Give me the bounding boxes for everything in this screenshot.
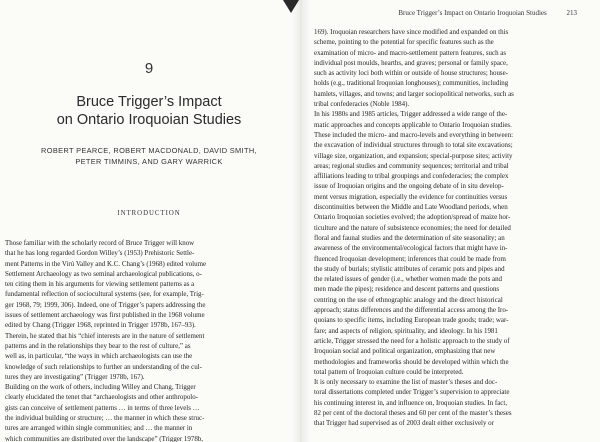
authors-line-1: ROBERT PEARCE, ROBERT MACDONALD, DAVID SMITH, (41, 146, 257, 155)
text-line: article, Trigger stressed the need for a holistic approach to the study of (314, 336, 510, 345)
text-line: ger 1968, 79; 1999, 306). Indeed, one of Trigger’s papers addressing the (5, 300, 206, 309)
text-line: affiliations leading to tribal groupings and confederacies; the complex (314, 172, 509, 181)
text-line: hamlets, villages, and towns; and larger sociopolitical networks, such as (314, 89, 514, 98)
chapter-title-line-2: on Ontario Iroquoian Studies (56, 112, 242, 128)
text-line: scheme, pointing to the potential for specific features such as the (314, 38, 494, 47)
text-line: fundamental reflection of sociocultural systems (see, for example, Trig- (5, 290, 204, 299)
text-line: that he has long regarded Gordon Willey’s (1953) Prehistoric Settle- (5, 249, 195, 258)
text-line: such as activity loci both within or outside of house structures; house- (314, 69, 509, 78)
text-line: holds (e.g., traditional Iroquoian longhouses); communities, including (314, 79, 509, 88)
text-line: his continuing interest in, and influence on, Iroquoian studies. In fact, (314, 398, 508, 407)
text-line: ment versus migration, especially the evidence for continuities versus (314, 192, 508, 201)
text-line: the individual building or structure; … the manner in which these struc- (5, 414, 205, 423)
text-line: the related issues of gender (i.e., whether women made the pots and (314, 275, 503, 284)
running-head-title: Bruce Trigger’s Impact on Ontario Iroquoian Studies (398, 9, 547, 17)
section-heading: INTRODUCTION (117, 210, 181, 217)
left-body-text (5, 238, 291, 442)
right-page (302, 0, 600, 442)
text-line: quoians to specific items, including European trade goods; trade; war- (314, 316, 509, 325)
text-line: edited by Chang (Trigger 1968, reprinted in Trigger 1978b, 167–93). (5, 321, 196, 330)
text-line: floral and faunal studies and the determination of site seasonality; an (314, 233, 505, 242)
text-line: centring on the use of ethnographic analogy and the direct historical (314, 295, 503, 304)
text-line: tribal confederacies (Noble 1984). (314, 100, 410, 109)
text-line: areas; regional studies and community sequences; territorial and tribal (314, 161, 509, 170)
text-line: clearly elucidated the tenet that “archaeologists and other anthropolo- (5, 393, 199, 402)
chapter-title-line-1: Bruce Trigger’s Impact (76, 94, 222, 110)
chapter-title (0, 93, 298, 129)
right-body-text (314, 27, 598, 429)
text-line: 82 per cent of the doctoral theses and 60 per cent of the master’s theses (314, 408, 512, 417)
text-line: methodologies and frameworks should be developed within which the (314, 357, 509, 366)
text-line: the excavation of individual structures through to total site excavations; (314, 141, 513, 150)
text-line: well as, in particular, “the ways in which archaeologists can use the (5, 352, 193, 361)
text-line: which communities are distributed over the landscape” (Trigger 1978b, (5, 434, 203, 442)
chapter-authors (0, 145, 298, 167)
text-line: issues of settlement archaeology was first published in the 1968 volume (5, 311, 205, 320)
text-line: Those familiar with the scholarly record of Bruce Trigger will know (5, 239, 195, 247)
text-line: fare; and aspects of religion, spirituality, and ideology. In his 1981 (314, 326, 498, 335)
text-line: gists can conceive of settlement patterns … in terms of three levels … (5, 403, 200, 412)
text-line: toral dissertations completed under Trigger’s supervision to appreciate (314, 388, 510, 397)
text-line: issue of Iroquoian origins and the ongoing debate of in situ develop- (314, 182, 504, 191)
text-line: ticulture and the nature of subsistence economies; the need for detailed (314, 223, 511, 232)
text-line: that Trigger had supervised as of 2003 dealt either exclusively or (314, 419, 494, 428)
authors-line-2: PETER TIMMINS, AND GARY WARRICK (75, 157, 223, 166)
text-line: ment Patterns in the Virú Valley and K.C. Chang’s (1968) edited volume (5, 259, 207, 268)
text-line: matic approaches and concepts applicable to Ontario Iroquoian studies. (314, 120, 512, 129)
text-line: tures are arranged within single communities; and … the manner in (5, 424, 193, 433)
text-line: ten citing them in his arguments for viewing settlement patterns as a (5, 280, 195, 289)
text-line: tures they are investigating” (Trigger 1978b, 167). (5, 372, 145, 381)
text-line: men made the pipes); residence and descent patterns and questions (314, 285, 500, 294)
text-line: Ontario Iroquoian societies evolved; the adoption/spread of maize hor- (314, 213, 511, 222)
text-line: village size, organization, and expansion; special-purpose sites; activity (314, 151, 513, 160)
text-line: It is only necessary to examine the list of master’s theses and doc- (314, 378, 498, 387)
text-line: discontinuities between the Middle and Late Woodland periods, when (314, 203, 508, 212)
text-line: knowledge of such relationships to further an understanding of the cul- (5, 362, 202, 371)
left-page (0, 0, 298, 442)
text-line: awareness of the environmental/ecological factors that might have in- (314, 244, 508, 253)
text-line: Therein, he stated that his “chief interests are in the nature of settlement (5, 331, 205, 340)
text-line: approach; status differences and the differential access among the Iro- (314, 306, 509, 315)
text-line: total pattern of Iroquoian culture could be interpreted. (314, 367, 464, 376)
text-line: fluenced Iroquoian development; inferences that could be made from (314, 254, 506, 263)
text-line: These included the micro- and macro-levels and everything in between: (314, 130, 513, 139)
text-line: examination of micro- and macro-settlement pattern features, such as (314, 48, 507, 57)
text-line: 169). Iroquoian researchers have since modified and expanded on this (314, 28, 509, 36)
running-head (347, 9, 577, 17)
text-line: Building on the work of others, including Willey and Chang, Trigger (5, 383, 196, 392)
page-number: 213 (566, 9, 577, 17)
text-line: In his 1980s and 1985 articles, Trigger addressed a wide range of the- (314, 110, 508, 119)
text-line: Settlement Archaeology as two seminal archaeological publications, o- (5, 269, 202, 278)
text-line: Iroquoian social and political organization, emphasizing that new (314, 347, 496, 356)
text-line: the study of burials; stylistic attributes of ceramic pots and pipes and (314, 264, 505, 273)
chapter-number: 9 (144, 60, 154, 77)
text-line: patterns and in the relationships they bear to the rest of culture,” as (5, 341, 191, 350)
text-line: individual post moulds, hearths, and graves; personal or family space, (314, 58, 508, 67)
